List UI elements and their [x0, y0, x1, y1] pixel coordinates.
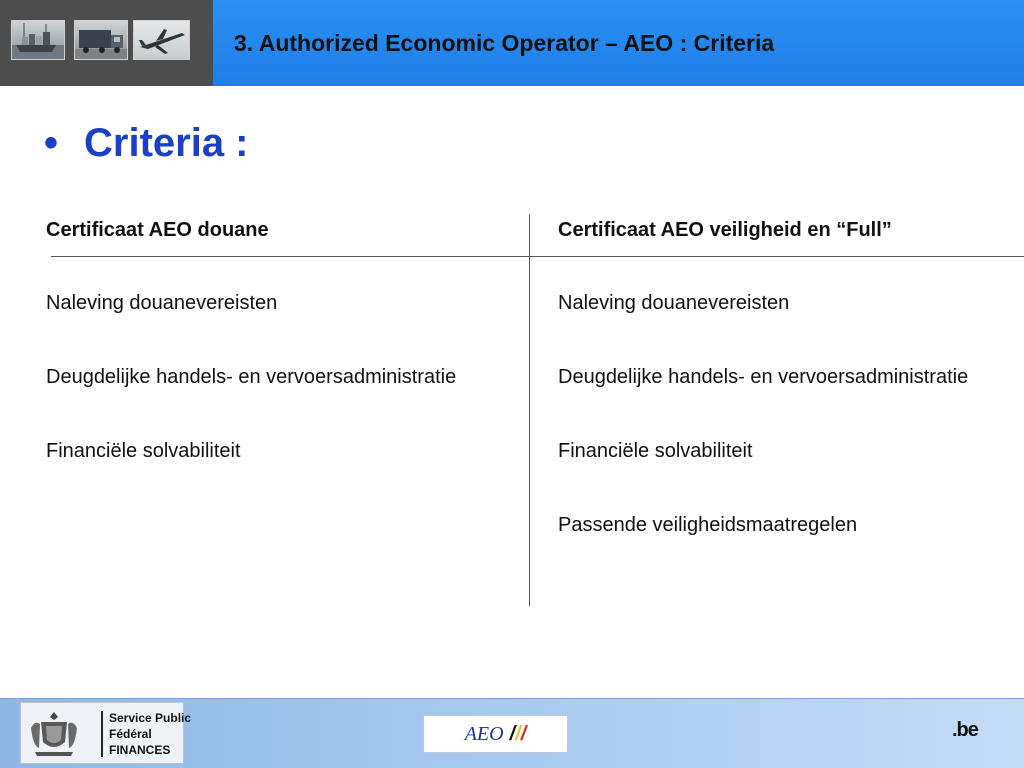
header-photo-panel	[0, 0, 213, 86]
table-cell: Deugdelijke handels- en vervoersadministratie	[46, 366, 457, 388]
table-cell: Deugdelijke handels- en vervoersadministratie	[558, 366, 969, 388]
be-logo: .be	[952, 719, 978, 741]
table-header-divider	[51, 256, 1024, 257]
footer-bar	[0, 698, 1024, 768]
truck-photo-icon	[74, 20, 128, 60]
column-header-veiligheid: Certificaat AEO veiligheid en “Full”	[558, 219, 892, 241]
table-cell: Naleving douanevereisten	[46, 292, 278, 314]
aeo-logo	[423, 715, 568, 753]
column-header-douane: Certificaat AEO douane	[46, 219, 269, 241]
criteria-heading-text: Criteria :	[84, 121, 249, 165]
table-column-veiligheid	[558, 213, 1018, 581]
table-cell: Financiële solvabiliteit	[558, 440, 753, 462]
table-column-divider	[529, 214, 530, 606]
logo-divider	[101, 711, 103, 757]
slide-title: 3. Authorized Economic Operator – AEO : Criteria	[234, 29, 775, 56]
table-column-douane	[46, 213, 516, 507]
bullet-marker: •	[44, 121, 59, 165]
org-line: Service Public	[109, 711, 192, 725]
org-name	[109, 710, 191, 758]
slash-black: /	[509, 722, 516, 745]
aeo-label: AEO	[464, 722, 504, 745]
ship-photo-icon	[11, 20, 65, 60]
org-line: Fédéral	[109, 727, 152, 741]
org-line: FINANCES	[109, 743, 171, 757]
spf-finances-logo	[20, 702, 192, 764]
airplane-photo-icon	[133, 20, 190, 60]
table-cell: Passende veiligheidsmaatregelen	[558, 514, 858, 536]
table-cell: Naleving douanevereisten	[558, 292, 790, 314]
slash-red: /	[520, 722, 527, 745]
table-cell: Financiële solvabiliteit	[46, 440, 241, 462]
header-bar	[0, 0, 1024, 86]
header-title-bar	[213, 0, 1024, 86]
criteria-heading	[44, 121, 249, 166]
aeo-slashes	[510, 723, 527, 746]
belgian-crest-icon	[27, 708, 81, 758]
slash-yellow: /	[515, 722, 521, 745]
